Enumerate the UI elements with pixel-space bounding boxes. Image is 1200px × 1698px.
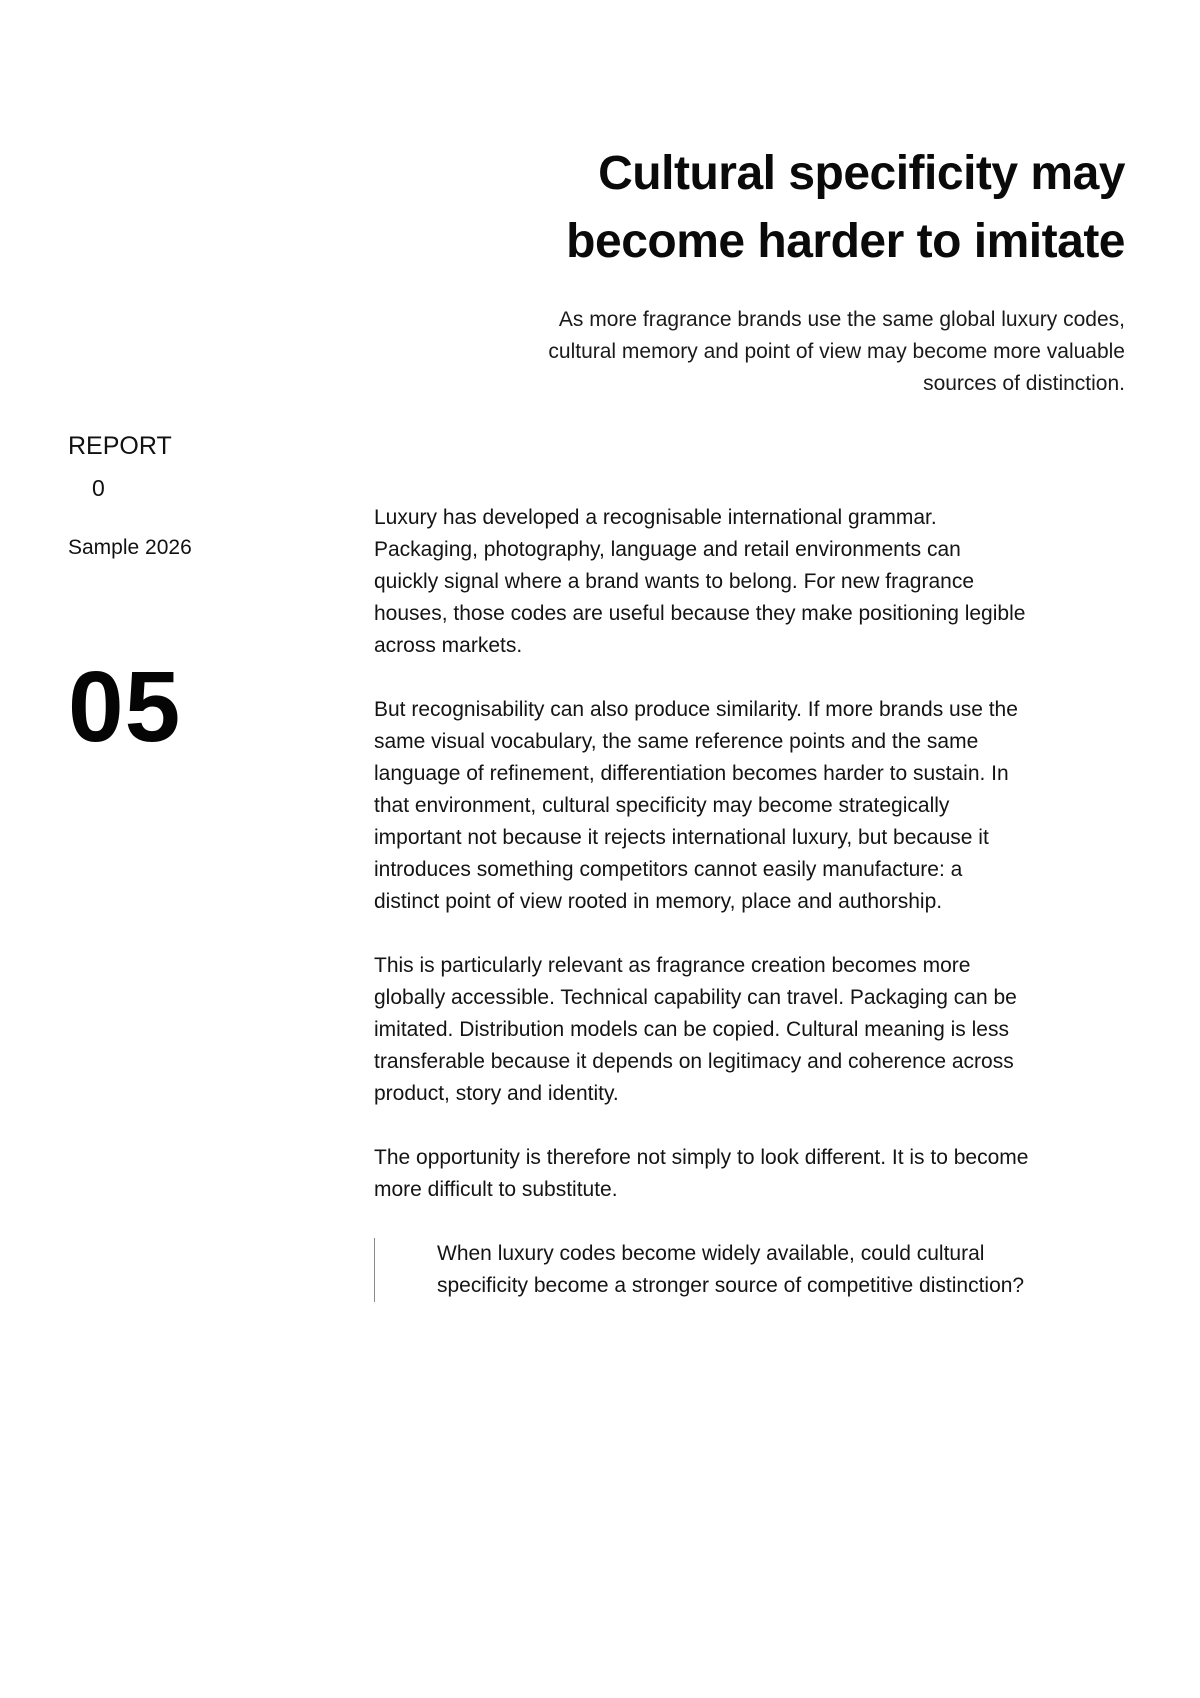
quote-line: When luxury codes become widely available, could cultural	[437, 1242, 985, 1265]
report-label: REPORT	[68, 432, 172, 460]
paragraph-line: globally accessible. Technical capability can travel. Packaging can be	[374, 986, 1017, 1009]
paragraph-line: quickly signal where a brand wants to belong. For new fragrance	[374, 570, 974, 593]
paragraph-line: product, story and identity.	[374, 1082, 619, 1105]
body-paragraph	[374, 502, 1134, 662]
paragraph-line: imitated. Distribution models can be copied. Cultural meaning is less	[374, 1018, 1009, 1041]
paragraph-line: Luxury has developed a recognisable international grammar.	[374, 506, 937, 529]
report-sidebar	[68, 430, 328, 562]
paragraph-line: This is particularly relevant as fragrance creation becomes more	[374, 954, 971, 977]
subtitle-line: As more fragrance brands use the same global luxury codes,	[558, 308, 1125, 331]
title-line: Cultural specificity may	[598, 147, 1125, 200]
title-line: become harder to imitate	[566, 215, 1125, 268]
report-date: Sample 2026	[68, 536, 192, 559]
paragraph-line: more difficult to substitute.	[374, 1178, 618, 1201]
paragraph-line: important not because it rejects international luxury, but because it	[374, 826, 989, 849]
body-paragraph	[374, 694, 1134, 918]
paragraph-line: Packaging, photography, language and retail environments can	[374, 538, 961, 561]
paragraph-line: that environment, cultural specificity may become strategically	[374, 794, 950, 817]
page-subtitle	[405, 304, 1125, 400]
paragraph-line: language of refinement, differentiation becomes harder to sustain. In	[374, 762, 1009, 785]
subtitle-line: sources of distinction.	[923, 372, 1125, 395]
body-paragraph	[374, 950, 1134, 1110]
report-number: 0	[92, 475, 105, 501]
paragraph-line: houses, those codes are useful because they make positioning legible	[374, 602, 1026, 625]
pull-quote	[374, 1238, 1134, 1302]
subtitle-line: cultural memory and point of view may become more valuable	[548, 340, 1125, 363]
page-title	[365, 140, 1125, 276]
body-paragraph	[374, 1142, 1134, 1206]
paragraph-line: introduces something competitors cannot easily manufacture: a	[374, 858, 963, 881]
paragraph-line: The opportunity is therefore not simply to look different. It is to become	[374, 1146, 1029, 1169]
body-text	[374, 502, 1134, 1302]
paragraph-line: distinct point of view rooted in memory, place and authorship.	[374, 890, 943, 913]
chapter-number: 05	[68, 651, 182, 763]
quote-line: specificity become a stronger source of competitive distinction?	[437, 1274, 1025, 1297]
paragraph-line: same visual vocabulary, the same reference points and the same	[374, 730, 979, 753]
paragraph-line: transferable because it depends on legitimacy and coherence across	[374, 1050, 1014, 1073]
paragraph-line: But recognisability can also produce similarity. If more brands use the	[374, 698, 1018, 721]
paragraph-line: across markets.	[374, 634, 523, 657]
